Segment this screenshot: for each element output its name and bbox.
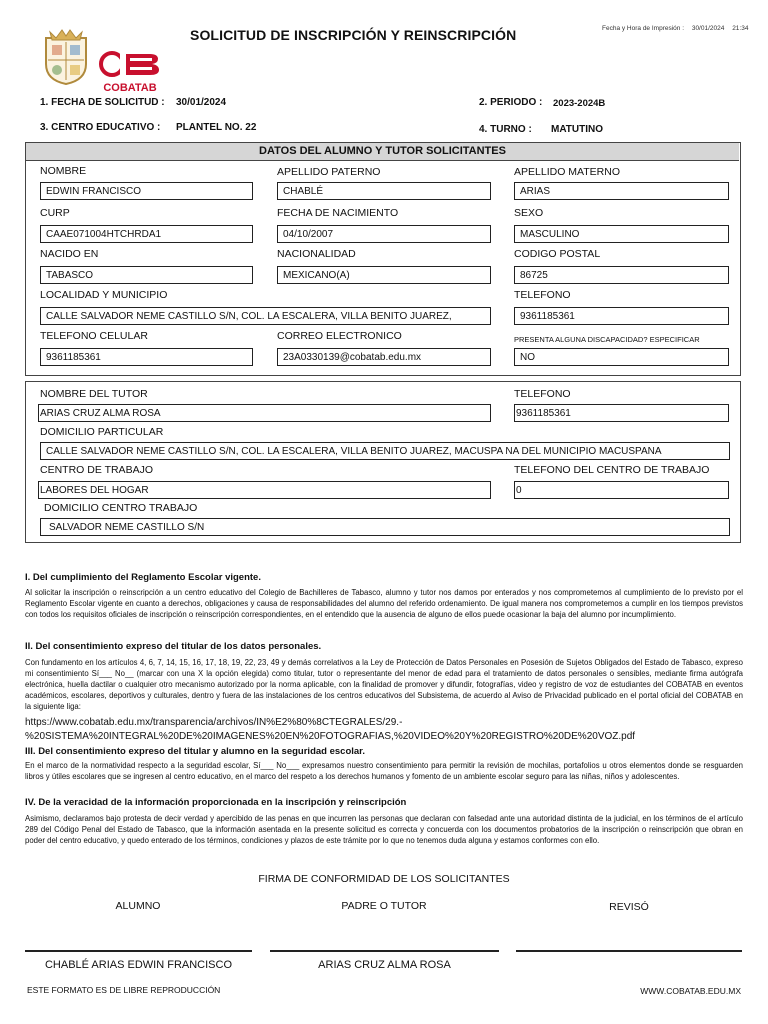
tutor-telefono-field[interactable]: 9361185361 <box>514 404 729 422</box>
section-1-title: I. Del cumplimiento del Reglamento Escolar vigente. <box>25 572 261 583</box>
nombre-label: NOMBRE <box>40 165 87 177</box>
section-1-text: Al solicitar la inscripción o reinscripción a un centro educativo del Colegio de Bachilleres de Tabasco, alumno y tutor nos damos por enterados y nos comprometemos al cumplimiento de lo previsto por el Reglamento Escolar vigente en cuanto a derechos, obligaciones y causa de responsabilidades del alumno del referido ordenamiento. De igual manera nos comprometemos a cumplir en los tiempos previstos con todos los requisitos oficiales de inscripción o reinscripción correspondientes, en el entendido que la ausencia de alguno de ellos puede ocasionar la baja del alumno por incumplimiento. <box>25 588 743 619</box>
cp-field[interactable]: 86725 <box>514 266 729 284</box>
fecha-value: 30/01/2024 <box>176 97 227 108</box>
fecha-label: 1. FECHA DE SOLICITUD : <box>40 97 165 108</box>
trabajo-label: CENTRO DE TRABAJO <box>40 464 153 476</box>
tel-trabajo-field[interactable]: 0 <box>514 481 729 499</box>
tutor-nombre-field[interactable]: ARIAS CRUZ ALMA ROSA <box>38 404 491 422</box>
tutor-name: ARIAS CRUZ ALMA ROSA <box>318 959 451 971</box>
alumno-signature-line <box>25 950 252 952</box>
section-3-text: En el marco de la normatividad respecto a la seguridad escolar, Sí___ No___ expresamos nuestro consentimiento para permitir la revisión de mochilas, portafolios u otros elementos donde se resguarden libros y útiles escolares que se ingresen al centro educativo, en el marco del respeto a los derechos humanos y fomento de un ambiente escolar seguro para las niñas, niños y adolescentes. <box>25 761 743 781</box>
sexo-field[interactable]: MASCULINO <box>514 225 729 243</box>
cobatab-logo <box>98 50 162 94</box>
page-title: SOLICITUD DE INSCRIPCIÓN Y REINSCRIPCIÓN <box>190 27 517 43</box>
paterno-field[interactable]: CHABLÉ <box>277 182 491 200</box>
print-time: 21:34 <box>732 25 749 32</box>
celular-label: TELEFONO CELULAR <box>40 330 148 342</box>
reviso-label: REVISÓ <box>609 901 649 913</box>
periodo-label: 2. PERIODO : <box>479 97 543 108</box>
privacy-url-line-2[interactable]: %20SISTEMA%20INTEGRAL%20DE%20IMAGENES%20EN%20FOTOGRAFIAS,%20VIDEO%20Y%20REGISTRO%20DE%20VOZ.pdf <box>25 731 636 742</box>
nombre-field[interactable]: EDWIN FRANCISCO <box>40 182 253 200</box>
reviso-signature-line <box>516 950 742 952</box>
localidad-label: LOCALIDAD Y MUNICIPIO <box>40 289 168 301</box>
correo-label: CORREO ELECTRONICO <box>277 330 402 342</box>
nacido-field[interactable]: TABASCO <box>40 266 253 284</box>
curp-field[interactable]: CAAE071004HTCHRDA1 <box>40 225 253 243</box>
dom-trabajo-label: DOMICILIO CENTRO TRABAJO <box>44 502 198 514</box>
turno-value: MATUTINO <box>551 124 604 135</box>
materno-label: APELLIDO MATERNO <box>514 166 620 178</box>
cp-label: CODIGO POSTAL <box>514 248 601 260</box>
nacimiento-field[interactable]: 04/10/2007 <box>277 225 491 243</box>
print-timestamp <box>602 25 748 32</box>
dom-trabajo-field[interactable]: SALVADOR NEME CASTILLO S/N <box>40 518 730 536</box>
nacionalidad-label: NACIONALIDAD <box>277 248 356 260</box>
tabasco-crest-logo <box>38 28 94 86</box>
correo-field[interactable]: 23A0330139@cobatab.edu.mx <box>277 348 491 366</box>
turno-label: 4. TURNO : <box>479 124 532 135</box>
cobatab-logo-text: COBATAB <box>103 82 157 94</box>
tutor-nombre-label: NOMBRE DEL TUTOR <box>40 388 148 400</box>
curp-label: CURP <box>40 207 70 219</box>
discapacidad-field[interactable]: NO <box>514 348 729 366</box>
materno-field[interactable]: ARIAS <box>514 182 729 200</box>
signature-heading: FIRMA DE CONFORMIDAD DE LOS SOLICITANTES <box>258 873 510 885</box>
celular-field[interactable]: 9361185361 <box>40 348 253 366</box>
section-title-bar: DATOS DEL ALUMNO Y TUTOR SOLICITANTES <box>26 143 739 161</box>
telefono-field[interactable]: 9361185361 <box>514 307 729 325</box>
tutor-telefono-label: TELEFONO <box>514 388 571 400</box>
alumno-label: ALUMNO <box>115 900 161 912</box>
localidad-field[interactable]: CALLE SALVADOR NEME CASTILLO S/N, COL. LA ESCALERA, VILLA BENITO JUAREZ, <box>40 307 491 325</box>
sexo-label: SEXO <box>514 207 544 219</box>
tutor-signature-line <box>270 950 499 952</box>
footer-left: ESTE FORMATO ES DE LIBRE REPRODUCCIÓN <box>27 985 221 995</box>
print-label: Fecha y Hora de Impresión : <box>602 25 685 32</box>
nacimiento-label: FECHA DE NACIMIENTO <box>277 207 399 219</box>
periodo-value: 2023-2024B <box>553 98 606 109</box>
section-2-text: Con fundamento en los artículos 4, 6, 7, 14, 15, 16, 17, 18, 19, 22, 23, 49 y demás correlativos a la Ley de Protección de Datos Personales en Posesión de Sujetos Obligados del Estado de Tabasco, expreso mi consentimiento Sí___ No__ (marcar con una X la opción elegida) como titular, tutor o representante del menor de edad para el tratamiento de datos personales o sensibles, mediante firma autógrafa electrónica, huella dactilar o cualquier otro mecanismo autorizado por la norma aplicable, con la finalidad de promover y difundir, fotografías, video y registro de voz de estudiantes del COBATAB en eventos académicos, escolares, deportivos y culturales, dentro y fuera de las instalaciones de los centros educativos del Subsistema, de acuerdo al Aviso de Privacidad publicado en el portal oficial del COBATAB en la siguiente liga: <box>25 658 743 711</box>
section-2-title: II. Del consentimiento expreso del titular de los datos personales. <box>25 641 322 652</box>
tel-trabajo-label: TELEFONO DEL CENTRO DE TRABAJO <box>514 464 710 476</box>
privacy-url-line-1[interactable]: https://www.cobatab.edu.mx/transparencia/archivos/IN%E2%80%8CTEGRALES/29.- <box>25 717 403 728</box>
section-4-title: IV. De la veracidad de la información proporcionada en la inscripción y reinscripción <box>25 797 407 808</box>
centro-label: 3. CENTRO EDUCATIVO : <box>40 122 161 133</box>
print-date: 30/01/2024 <box>691 25 725 32</box>
section-4-text: Asimismo, declaramos bajo protesta de decir verdad y apercibido de las penas en que incurren las personas que declaran con falsedad ante una autoridad distinta de la judicial, en los términos de el artículo 289 del Código Penal del Estado de Tabasco, que la información asentada en la presente solicitud es correcta y concuerda con los documentos probatorios de la inscripción o reinscripción que obran en poder del centro educativo, y quedo enterado de los términos, condiciones y plazos de este trámite por lo que no tenemos duda alguna y estamos conformes con ello. <box>25 814 743 845</box>
discapacidad-label: PRESENTA ALGUNA DISCAPACIDAD? ESPECIFICAR <box>514 335 700 344</box>
nacionalidad-field[interactable]: MEXICANO(A) <box>277 266 491 284</box>
nacido-label: NACIDO EN <box>40 248 99 260</box>
section-3-title: III. Del consentimiento expreso del titular y alumno en la seguridad escolar. <box>25 746 365 757</box>
paterno-label: APELLIDO PATERNO <box>277 166 381 178</box>
tutor-signature-label: PADRE O TUTOR <box>341 900 427 912</box>
centro-value: PLANTEL NO. 22 <box>176 122 257 133</box>
footer-website[interactable]: WWW.COBATAB.EDU.MX <box>640 986 741 996</box>
domicilio-field[interactable]: CALLE SALVADOR NEME CASTILLO S/N, COL. LA ESCALERA, VILLA BENITO JUAREZ, MACUSPA NA DEL MUNICIPIO MACUSPANA <box>40 442 730 460</box>
alumno-name: CHABLÉ ARIAS EDWIN FRANCISCO <box>44 959 233 971</box>
telefono-label: TELEFONO <box>514 289 571 301</box>
trabajo-field[interactable]: LABORES DEL HOGAR <box>38 481 491 499</box>
domicilio-label: DOMICILIO PARTICULAR <box>40 426 164 438</box>
